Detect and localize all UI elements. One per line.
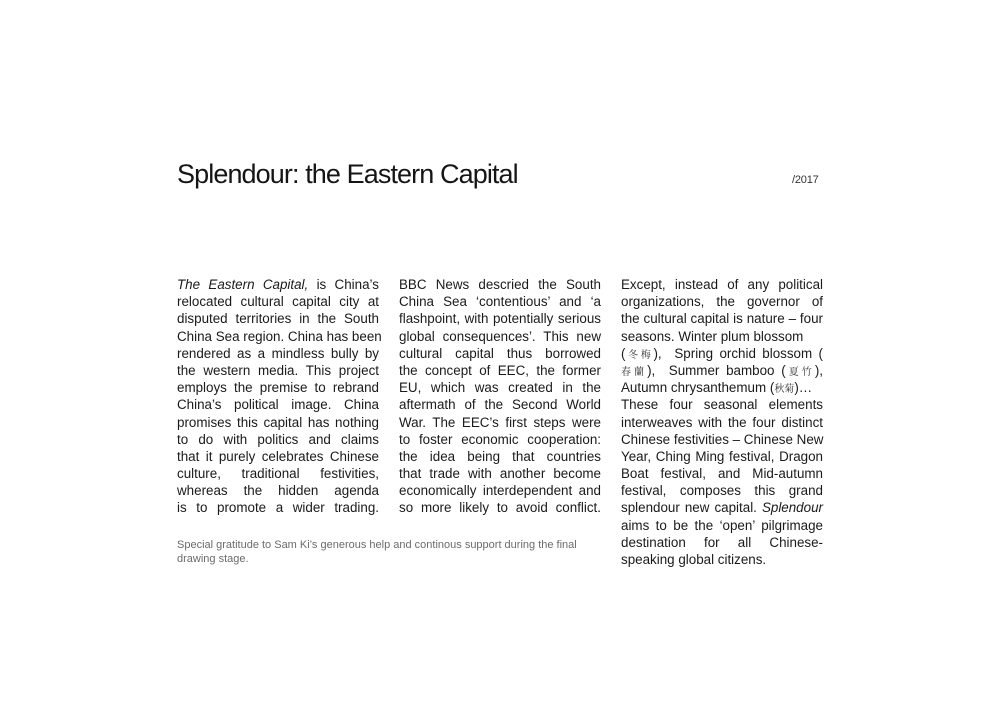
text-column-seasons bbox=[621, 276, 823, 568]
text-line: promises this capital has nothing bbox=[177, 414, 379, 430]
text-line: economically interdependent and bbox=[399, 483, 601, 499]
cjk-winter-plum: 冬梅 bbox=[625, 349, 654, 361]
text-line: These four seasonal elements bbox=[621, 397, 823, 413]
text-line: Except, instead of any political bbox=[621, 277, 823, 292]
text-line: destination for all Chinese- bbox=[621, 534, 823, 550]
page-title: Splendour: the Eastern Capital bbox=[177, 159, 518, 189]
text-line: Year, Ching Ming festival, Dragon bbox=[621, 448, 823, 464]
text-line: the idea being that countries bbox=[399, 448, 601, 464]
text-line: to foster economic cooperation: bbox=[399, 431, 601, 447]
text-line: 春蘭), Summer bamboo (夏竹), bbox=[621, 362, 824, 378]
text-column-context bbox=[399, 276, 601, 517]
text-line: rendered as a mindless bully by bbox=[177, 345, 379, 361]
project-year: /2017 bbox=[792, 174, 819, 186]
text-line: that trade with another become bbox=[399, 466, 601, 482]
acknowledgement-note bbox=[177, 538, 617, 566]
text-line: that it purely celebrates Chinese bbox=[177, 448, 379, 464]
text-line: aftermath of the Second World bbox=[399, 397, 601, 413]
text-line: culture, traditional festivities, bbox=[177, 466, 379, 482]
text-line: festival, composes this grand bbox=[621, 483, 823, 499]
text-line: speaking global citizens. bbox=[621, 552, 767, 567]
text-line: China Sea region. China has been bbox=[177, 328, 382, 344]
text-line: disputed territories in the South bbox=[177, 311, 379, 327]
text-line: splendour new capital. Splendour bbox=[621, 500, 823, 516]
text-line: War. The EEC’s first steps were bbox=[399, 414, 601, 430]
text-column-intro bbox=[177, 276, 382, 517]
text-line: interweaves with the four distinct bbox=[621, 414, 823, 430]
italic-splendour: Splendour bbox=[761, 500, 823, 516]
text-line: EU, which was created in the bbox=[399, 380, 601, 396]
text-line: (冬梅), Spring orchid blossom ( bbox=[621, 345, 823, 361]
text-line: organizations, the governor of bbox=[621, 294, 823, 310]
text-line: The Eastern Capital, is China’s bbox=[177, 277, 379, 292]
text-line: so more likely to avoid conflict. bbox=[399, 500, 601, 516]
text-line: flashpoint, with potentially serious bbox=[399, 311, 601, 327]
text-line: seasons. Winter plum blossom bbox=[621, 328, 804, 344]
text-line: Boat festival, and Mid-autumn bbox=[621, 466, 823, 482]
text-line: cultural capital thus borrowed bbox=[399, 345, 601, 361]
text-line: is to promote a wider trading. bbox=[177, 500, 379, 516]
acknowledgement-line: Special gratitude to Sam Ki’s generous help and continous support during the final bbox=[177, 539, 577, 551]
text-line: Chinese festivities – Chinese New bbox=[621, 431, 824, 447]
text-line: the western media. This project bbox=[177, 362, 379, 378]
text-line: employs the premise to rebrand bbox=[177, 380, 379, 396]
text-line: whereas the hidden agenda bbox=[177, 483, 379, 499]
cjk-summer-bamboo: 夏竹 bbox=[785, 366, 815, 378]
text-line: BBC News descried the South bbox=[399, 277, 601, 292]
text-line: China Sea ‘contentious’ and ‘a bbox=[399, 294, 601, 310]
text-line: Autumn chrysanthemum (秋菊)… bbox=[621, 380, 813, 396]
text-line: aims to be the ‘open’ pilgrimage bbox=[621, 517, 823, 533]
text-line: relocated cultural capital city at bbox=[177, 294, 379, 310]
italic-title: The Eastern Capital, bbox=[177, 277, 309, 292]
cjk-spring-orchid: 春蘭 bbox=[621, 366, 648, 378]
acknowledgement-line: drawing stage. bbox=[177, 553, 249, 565]
text-line: China’s political image. China bbox=[177, 397, 379, 413]
cjk-autumn-chrysanthemum: 秋菊 bbox=[774, 384, 795, 396]
text-line: global consequences’. This new bbox=[399, 328, 601, 344]
text-line: the concept of EEC, the former bbox=[399, 362, 601, 378]
text-line: the cultural capital is nature – four bbox=[621, 311, 823, 327]
text-line: to do with politics and claims bbox=[177, 431, 379, 447]
